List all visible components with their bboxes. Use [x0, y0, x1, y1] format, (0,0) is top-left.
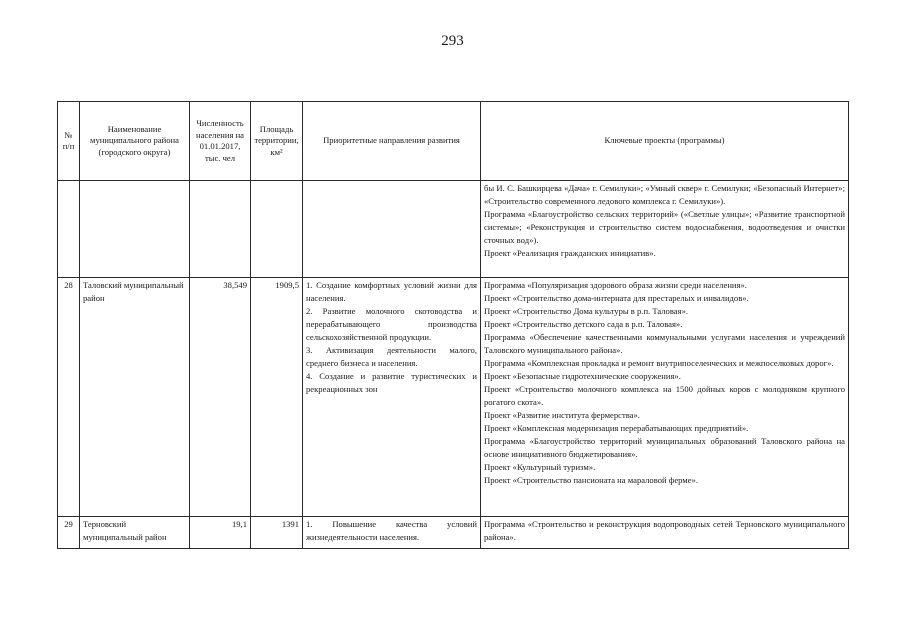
row-number: 29 [58, 517, 80, 549]
project-item: бы И. С. Башкирцева «Дача» г. Семилуки»; «Умный сквер» г. Семилуки; «Безопасный Интернет»; «Строительство современного ледового комплекса г. Семилуки»). [484, 183, 845, 206]
header-priorities: Приоритетные направления развития [303, 102, 481, 181]
projects-list [481, 278, 849, 517]
cell-district-name [80, 181, 190, 278]
priority-item: 1. Создание комфортных условий жизни для населения. [306, 280, 477, 303]
table-row [58, 517, 849, 549]
priority-item: 2. Развитие молочного скотоводства и перерабатывающего производства сельскохозяйственной продукции. [306, 306, 477, 342]
population-value: 19,1 [190, 517, 251, 549]
header-key-projects: Ключевые проекты (программы) [481, 102, 849, 181]
cell-area [251, 181, 303, 278]
header-district-name: Наименование муниципального района (городского округа) [80, 102, 190, 181]
project-item: Проект «Комплексная модернизация перерабатывающих предприятий». [484, 423, 749, 433]
projects-list [481, 517, 849, 549]
table-row [58, 278, 849, 517]
cell-key-projects [481, 181, 849, 278]
table-row [58, 181, 849, 278]
priorities-list [303, 278, 481, 517]
table-header-row [58, 102, 849, 181]
project-item: Проект «Строительство Дома культуры в р.п. Таловая». [484, 306, 689, 316]
priority-item: 4. Создание и развитие туристических и рекреационных зон [306, 371, 477, 394]
area-value: 1909,5 [251, 278, 303, 517]
project-item: Программа «Популяризация здорового образа жизни среди населения». [484, 280, 747, 290]
cell-priorities [303, 181, 481, 278]
header-no: № п/п [58, 102, 80, 181]
header-area: Площадь территории, км² [251, 102, 303, 181]
project-item: Программа «Благоустройство сельских территорий» («Светлые улицы»; «Развитие транспортной системы»; «Реконструкция и строительство систем водоснабжения, водоотведения и очистки сточных вод»). [484, 209, 845, 245]
project-item: Программа «Комплексная прокладка и ремонт внутрипоселенческих и межпоселковых дорог». [484, 358, 834, 368]
project-item: Проект «Безопасные гидротехнические сооружения». [484, 371, 681, 381]
project-item: Программа «Строительство и реконструкция водопроводных сетей Терновского муниципального района». [484, 519, 845, 542]
project-item: Проект «Строительство детского сада в р.п. Таловая». [484, 319, 683, 329]
district-name: Таловский муниципальный район [80, 278, 190, 517]
priorities-list [303, 517, 481, 549]
cell-population [190, 181, 251, 278]
project-item: Программа «Обеспечение качественными коммунальными услугами населения и учреждений Таловского муниципального района». [484, 332, 845, 355]
page-number: 293 [441, 33, 464, 49]
project-item: Проект «Культурный туризм». [484, 462, 596, 472]
district-name: Терновский муниципальный район [80, 517, 190, 549]
project-item: Программа «Благоустройство территорий муниципальных образований Таловского района на основе инициативного бюджетирования». [484, 436, 845, 459]
cell-no [58, 181, 80, 278]
area-value: 1391 [251, 517, 303, 549]
project-item: Проект «Строительство пансионата на мараловой ферме». [484, 475, 699, 485]
population-value: 38,549 [190, 278, 251, 517]
project-item: Проект «Реализация гражданских инициатив». [484, 248, 656, 258]
project-item: Проект «Развитие института фермерства». [484, 410, 640, 420]
header-population: Численность населения на 01.01.2017, тыс. чел [190, 102, 251, 181]
project-item: Проект «Строительство молочного комплекса на 1500 дойных коров с молодняком крупного рогатого скота». [484, 384, 845, 407]
priority-item: 1. Повышение качества условий жизнедеятельности населения. [306, 519, 477, 542]
regional-projects-table [57, 101, 849, 549]
priority-item: 3. Активизация деятельности малого, среднего бизнеса и населения. [306, 345, 477, 368]
row-number: 28 [58, 278, 80, 517]
project-item: Проект «Строительство дома-интерната для престарелых и инвалидов». [484, 293, 749, 303]
